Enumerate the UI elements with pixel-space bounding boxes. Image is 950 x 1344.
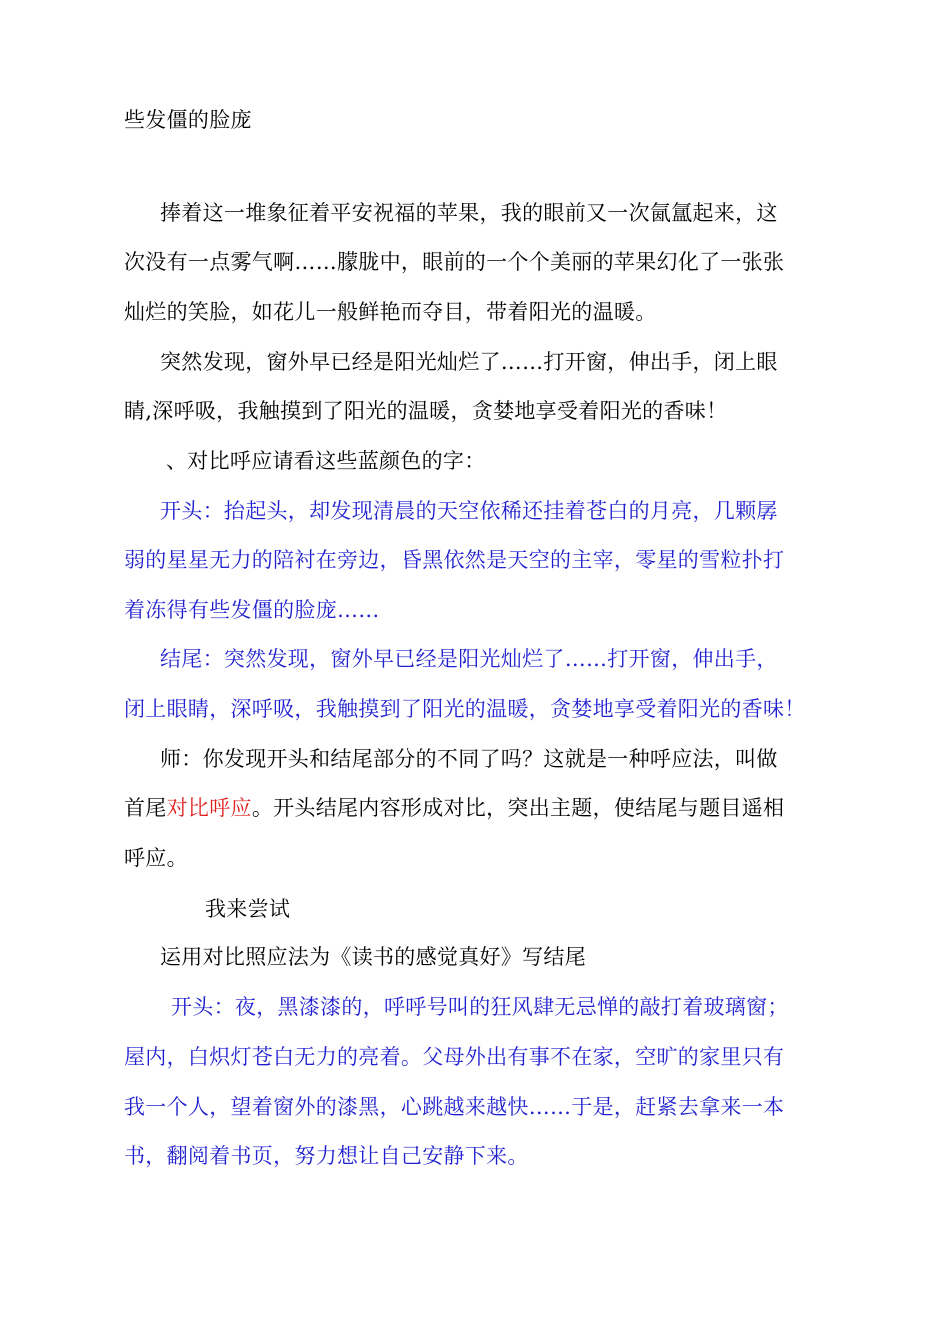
text-line	[124, 793, 784, 823]
text-line: 些发僵的脸庞	[124, 108, 252, 132]
blue-text-line: 着冻得有些发僵的脸庞……	[124, 598, 380, 622]
blue-text-line: 闭上眼睛，深呼吸，我触摸到了阳光的温暖，贪婪地享受着阳光的香味！	[124, 697, 806, 721]
blue-text-line: 我一个人，望着窗外的漆黑，心跳越来越快……于是，赶紧去拿来一本	[124, 1095, 785, 1119]
text-line: 灿烂的笑脸，如花儿一般鲜艳而夺目，带着阳光的温暖。	[124, 300, 657, 324]
blue-text-line: 开头：抬起头，却发现清晨的天空依稀还挂着苍白的月亮，几颗孱	[160, 499, 778, 523]
text-line: 师：你发现开头和结尾部分的不同了吗？这就是一种呼应法，叫做	[160, 747, 778, 771]
highlight-text: 对比呼应	[166, 796, 252, 820]
text-line: 捧着这一堆象征着平安祝福的苹果，我的眼前又一次氤氲起来，这	[160, 201, 778, 225]
text-line: 呼应。	[124, 846, 188, 870]
subheading: 我来尝试	[205, 897, 291, 921]
blue-text-line: 结尾：突然发现，窗外早已经是阳光灿烂了……打开窗，伸出手，	[160, 647, 778, 671]
blue-text-line: 屋内，白炽灯苍白无力的亮着。父母外出有事不在家，空旷的家里只有	[124, 1045, 785, 1069]
blue-text-line: 弱的星星无力的陪衬在旁边，昏黑依然是天空的主宰，零星的雪粒扑打	[124, 548, 785, 572]
blue-text-line: 书，翻阅着书页，努力想让自己安静下来。	[124, 1144, 529, 1168]
text-line: 运用对比照应法为《读书的感觉真好》写结尾	[160, 945, 586, 969]
text-line: 次没有一点雾气啊……朦胧中，眼前的一个个美丽的苹果幻化了一张张	[124, 250, 785, 274]
text-span: 。开头结尾内容形成对比，突出主题，使结尾与题目遥相	[251, 796, 785, 820]
text-line: 突然发现，窗外早已经是阳光灿烂了……打开窗，伸出手，闭上眼	[160, 350, 778, 374]
text-span: 首尾	[124, 796, 167, 820]
section-heading: 、对比呼应请看这些蓝颜色的字：	[166, 449, 486, 473]
blue-text-line: 开头：夜，黑漆漆的，呼呼号叫的狂风肆无忌惮的敲打着玻璃窗；	[171, 995, 789, 1019]
text-line: 睛,深呼吸，我触摸到了阳光的温暖，贪婪地享受着阳光的香味！	[124, 399, 728, 423]
